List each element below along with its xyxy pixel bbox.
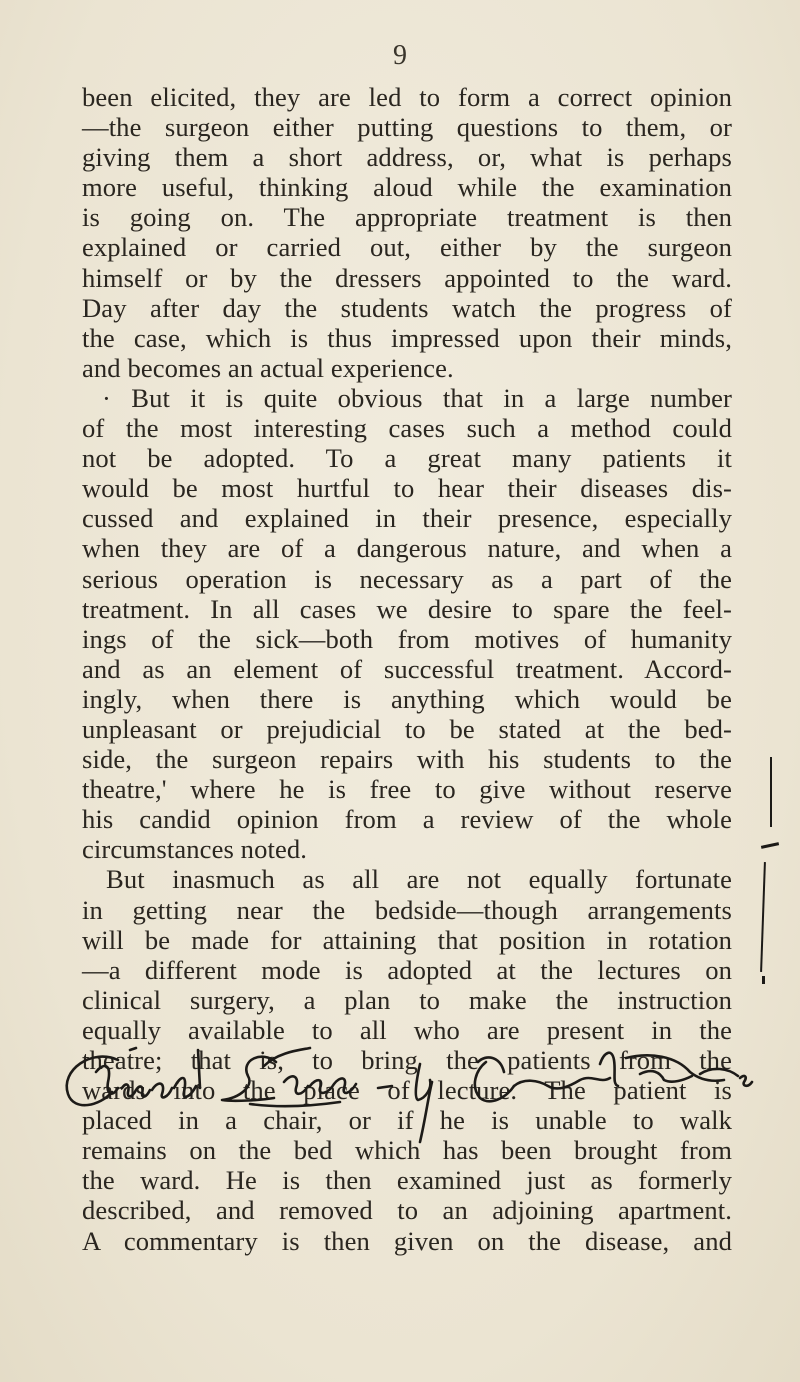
text-line: placed in a chair, or if he is unable to walk <box>82 1105 732 1136</box>
margin-pencil-mark <box>761 842 779 849</box>
text-line: and as an element of successful treatment. Accord- <box>82 653 732 684</box>
text-line: unpleasant or prejudicial to be stated at the bed- <box>82 713 732 744</box>
text-line: more useful, thinking aloud while the examination <box>82 172 732 203</box>
text-line: circumstances noted. <box>82 834 308 865</box>
text-line: not be adopted. To a great many patients it <box>82 443 732 474</box>
signature-drawing <box>0 1042 800 1382</box>
margin-pencil-mark <box>770 757 772 827</box>
text-line: ings of the sick—both from motives of humanity <box>82 623 732 654</box>
text-line: · But it is quite obvious that in a large number <box>102 382 732 413</box>
margin-pencil-mark <box>762 976 765 984</box>
text-line: —a different mode is adopted at the lectures on <box>82 954 732 985</box>
text-line: explained or carried out, either by the surgeon <box>82 232 732 263</box>
text-line: cussed and explained in their presence, especially <box>82 503 732 534</box>
text-line: the case, which is thus impressed upon their minds, <box>82 322 732 353</box>
text-line: ingly, when there is anything which would be <box>82 683 732 714</box>
text-line: But inasmuch as all are not equally fortunate <box>106 864 732 895</box>
text-line: equally available to all who are present in the <box>82 1014 732 1045</box>
text-line: wards into the place of lecture. The patient is <box>82 1075 732 1106</box>
text-line: been elicited, they are led to form a correct opinion <box>82 82 732 112</box>
text-line: when they are of a dangerous nature, and when a <box>82 533 732 564</box>
text-line: —the surgeon either putting questions to them, or <box>82 112 732 143</box>
text-line: himself or by the dressers appointed to the ward. <box>82 262 732 293</box>
text-line: side, the surgeon repairs with his students to the <box>82 744 732 775</box>
text-line: serious operation is necessary as a part of the <box>82 563 732 594</box>
text-line: would be most hurtful to hear their diseases dis- <box>82 473 732 504</box>
text-line: will be made for attaining that position in rotation <box>82 924 732 955</box>
text-line: his candid opinion from a review of the whole <box>82 804 732 835</box>
handwritten-signature <box>0 1042 800 1382</box>
text-line: in getting near the bedside—though arrangements <box>82 894 732 925</box>
text-line: and becomes an actual experience. <box>82 352 454 383</box>
text-line: A commentary is then given on the disease, and <box>82 1225 732 1256</box>
text-line: theatre,' where he is free to give without reserve <box>82 774 732 805</box>
text-line: described, and removed to an adjoining apartment. <box>82 1195 732 1226</box>
text-line: treatment. In all cases we desire to spare the feel- <box>82 593 732 624</box>
margin-pencil-mark <box>760 862 766 972</box>
text-line: giving them a short address, or, what is perhaps <box>82 142 732 173</box>
text-line: remains on the bed which has been brought from <box>82 1135 732 1166</box>
text-line: clinical surgery, a plan to make the instruction <box>82 984 732 1015</box>
page-number: 9 <box>393 40 407 71</box>
text-line: the ward. He is then examined just as formerly <box>82 1165 732 1196</box>
text-line: Day after day the students watch the progress of <box>82 292 732 323</box>
text-line: theatre; that is, to bring the patients from the <box>82 1045 732 1075</box>
text-line: is going on. The appropriate treatment is then <box>82 202 732 233</box>
text-line: of the most interesting cases such a method could <box>82 413 732 444</box>
